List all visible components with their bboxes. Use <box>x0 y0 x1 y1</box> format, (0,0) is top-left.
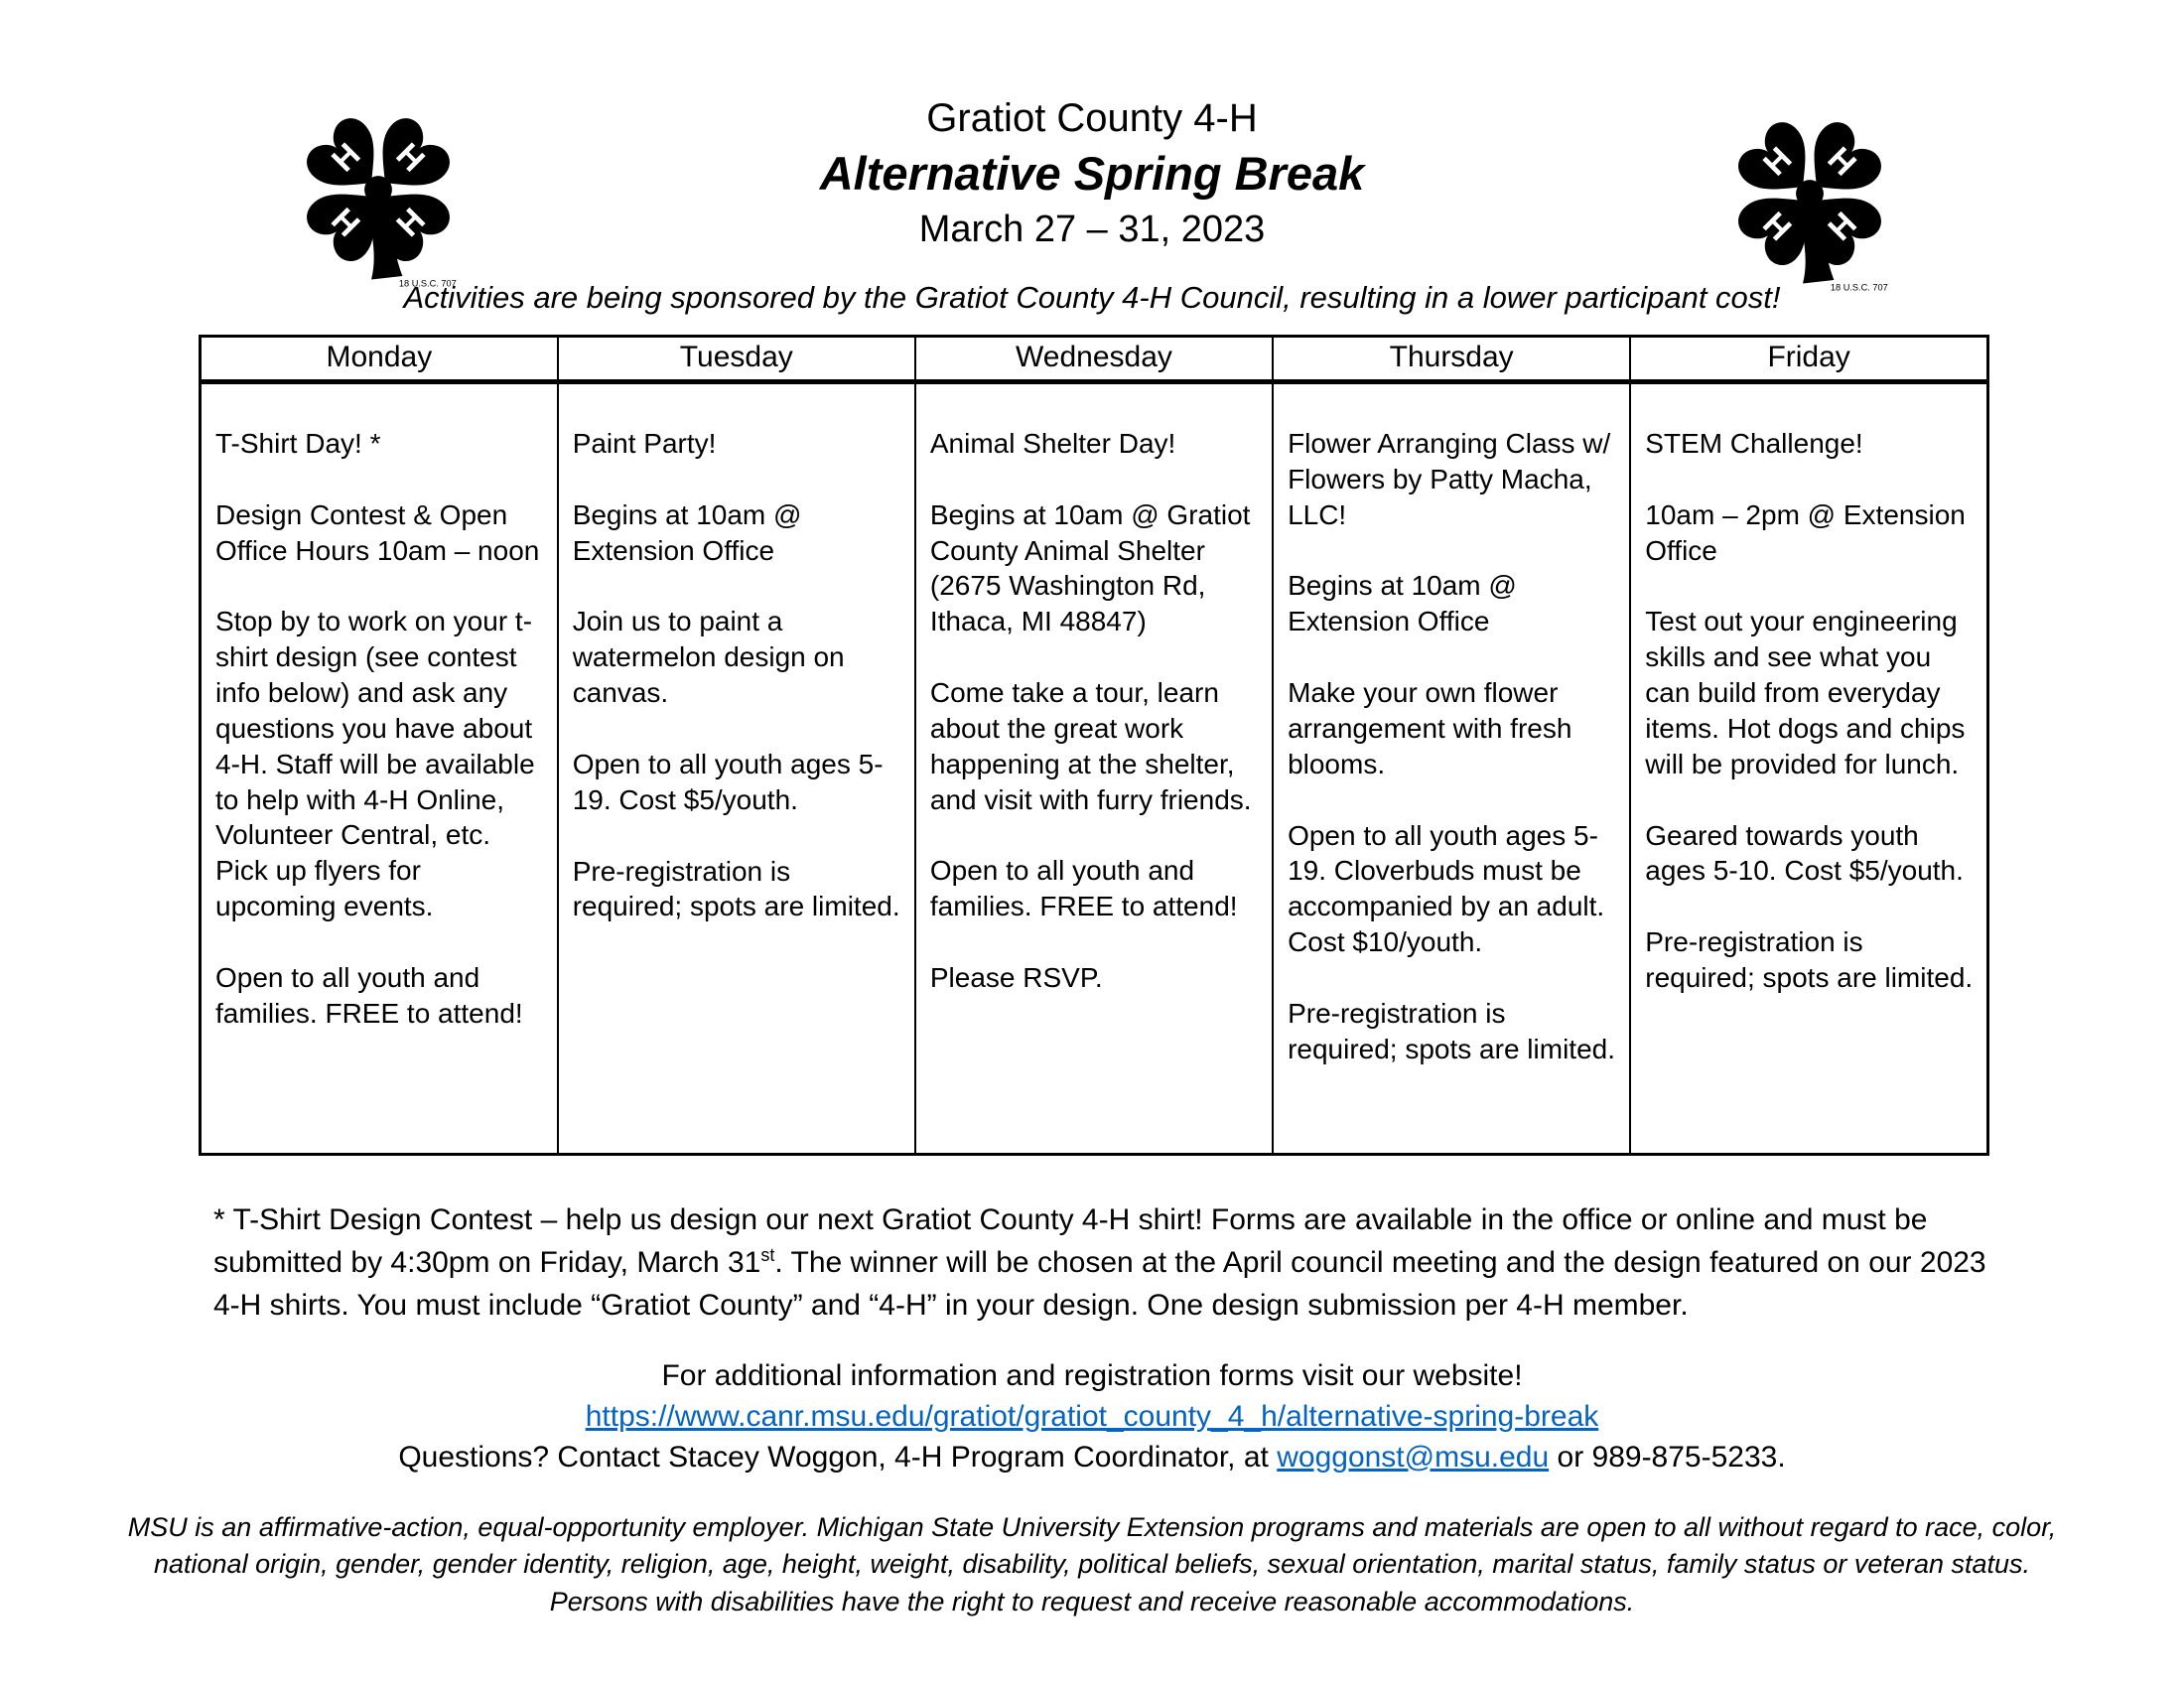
cell-paragraph: 10am – 2pm @ Extension Office <box>1645 498 1966 566</box>
info-heading: For additional information and registration forms visit our website! <box>661 1359 1523 1392</box>
day-header-wednesday: Wednesday <box>915 337 1273 382</box>
day-header-thursday: Thursday <box>1273 337 1630 382</box>
cell-paragraph: Pre-registration is required; spots are limited. <box>1645 926 1974 994</box>
day-header-monday: Monday <box>201 337 558 382</box>
contest-note-text-2: . The winner will be chosen at the April council meeting and the design featured on our 2023 4-H shirts. You must include “Gratiot County” and “4-H” in your design. One design submission per 4-H member. <box>213 1245 1986 1322</box>
contact-line <box>0 1438 2184 1478</box>
cell-paragraph: Begins at 10am @ Extension Office <box>1288 570 1517 637</box>
day-cell-wednesday <box>915 382 1273 1155</box>
contest-note-superscript: st <box>760 1244 775 1265</box>
cell-paragraph: Pre-registration is required; spots are limited. <box>1288 997 1615 1064</box>
contact-text-suffix: or 989-875-5233. <box>1549 1440 1786 1474</box>
cell-paragraph: Open to all youth and families. FREE to attend! <box>929 855 1238 922</box>
cell-paragraph: Begins at 10am @ Extension Office <box>572 498 802 566</box>
cell-paragraph: Geared towards youth ages 5-10. Cost $5/youth. <box>1645 819 1964 887</box>
cell-paragraph: Please RSVP. <box>929 962 1103 994</box>
cell-paragraph: Stop by to work on your t-shirt design (see contest info below) and ask any questions you have about 4-H. Staff will be available to help with 4-H Online, Volunteer Central, etc. Pick up flyers for upcoming events. <box>215 606 535 922</box>
cell-paragraph: Open to all youth ages 5-19. Cost $5/youth. <box>572 748 884 815</box>
day-cell-tuesday <box>558 382 915 1155</box>
sponsor-note: Activities are being sponsored by the Gratiot County 4-H Council, resulting in a lower participant cost! <box>403 280 1781 315</box>
contest-note <box>213 1199 2000 1328</box>
cell-paragraph: Design Contest & Open Office Hours 10am – noon <box>215 498 540 566</box>
cell-paragraph: T-Shirt Day! * <box>215 428 381 459</box>
schedule-body-row <box>201 382 1988 1155</box>
website-line <box>0 1397 2184 1438</box>
msu-disclaimer <box>0 1509 2184 1620</box>
schedule-table <box>199 335 1989 1156</box>
day-header-row <box>201 337 1988 382</box>
header-titles <box>0 94 2184 253</box>
website-link[interactable]: https://www.canr.msu.edu/gratiot/gratiot_county_4_h/alternative-spring-break <box>585 1399 1599 1433</box>
org-title: Gratiot County 4-H <box>926 96 1258 140</box>
contest-note-text-1: * T-Shirt Design Contest – help us design our next Gratiot County 4-H shirt! Forms are available in the office or online and must be submitted by 4:30pm on Friday, March 31 <box>213 1203 1928 1279</box>
cell-paragraph: Open to all youth and families. FREE to attend! <box>215 961 523 1029</box>
cell-paragraph: Make your own flower arrangement with fresh blooms. <box>1288 677 1572 779</box>
cell-paragraph: Test out your engineering skills and see what you can build from everyday items. Hot dogs and chips will be provided for lunch. <box>1645 606 1966 779</box>
cell-paragraph: STEM Challenge! <box>1645 428 1863 459</box>
info-block <box>0 1356 2184 1477</box>
event-dates: March 27 – 31, 2023 <box>918 209 1266 251</box>
disclaimer-line-2: national origin, gender, gender identity, religion, age, height, weight, disability, political beliefs, sexual orientation, marital status, family status or veteran status. <box>153 1549 2031 1580</box>
cell-paragraph: Paint Party! <box>572 428 717 459</box>
disclaimer-line-1: MSU is an affirmative-action, equal-opportunity employer. Michigan State University Extension programs and materials are open to all without regard to race, color, <box>127 1512 2057 1542</box>
cell-paragraph: Flower Arranging Class w/ Flowers by Patty Macha, LLC! <box>1288 428 1611 530</box>
cell-paragraph: Open to all youth ages 5-19. Cloverbuds must be accompanied by an adult. Cost $10/youth. <box>1288 819 1605 958</box>
cell-paragraph: Join us to paint a watermelon design on canvas. <box>572 606 845 709</box>
day-cell-monday <box>201 382 558 1155</box>
cell-paragraph: Begins at 10am @ Gratiot County Animal Shelter (2675 Washington Rd, Ithaca, MI 48847) <box>929 498 1251 637</box>
day-cell-friday <box>1630 382 1987 1155</box>
disclaimer-line-3: Persons with disabilities have the right to request and receive reasonable accommodations. <box>549 1586 1635 1617</box>
day-header-friday: Friday <box>1630 337 1987 382</box>
day-cell-thursday <box>1273 382 1630 1155</box>
contact-text-prefix: Questions? Contact Stacey Woggon, 4-H Program Coordinator, at <box>398 1440 1278 1474</box>
day-header-tuesday: Tuesday <box>558 337 915 382</box>
event-title: Alternative Spring Break <box>819 147 1365 200</box>
cell-paragraph: Animal Shelter Day! <box>929 428 1176 459</box>
email-link[interactable]: woggonst@msu.edu <box>1277 1440 1550 1474</box>
cell-paragraph: Come take a tour, learn about the great work happening at the shelter, and visit with furry friends. <box>929 677 1252 815</box>
cell-paragraph: Pre-registration is required; spots are limited. <box>572 855 900 922</box>
